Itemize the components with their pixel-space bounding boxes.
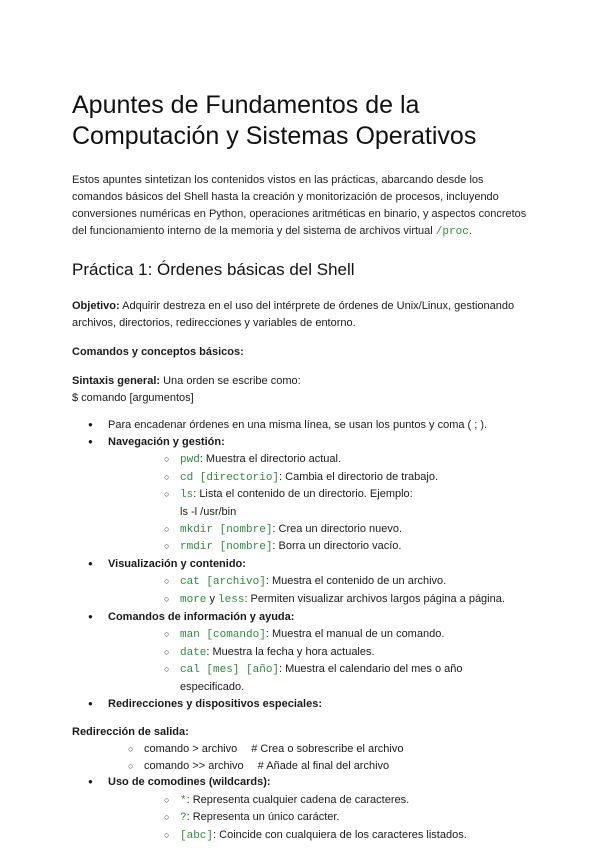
cmd-desc: : Borra un directorio vacío. xyxy=(272,540,402,553)
list-item xyxy=(72,741,528,758)
cmd-desc: : Crea un directorio nuevo. xyxy=(272,522,403,535)
redir-heading: Redirección de salida: xyxy=(72,726,189,739)
nav-sublist xyxy=(108,451,528,556)
redir-title: Redirecciones y dispositivos especiales: xyxy=(108,697,322,710)
cmd-cat: cat [archivo] xyxy=(180,576,266,589)
list-item-info xyxy=(72,609,528,696)
intro-code-proc: /proc xyxy=(435,226,469,238)
cmd-more: more xyxy=(180,593,207,606)
list-item xyxy=(108,809,528,827)
list-item xyxy=(108,486,528,520)
commands-list xyxy=(72,417,528,712)
redir-sublist xyxy=(72,741,528,774)
wildcard-desc: : Coincide con cualquiera de los caracteres listados. xyxy=(213,829,467,842)
list-item xyxy=(108,538,528,556)
cmd-rmdir: rmdir [nombre] xyxy=(180,541,273,554)
syntax-example: $ comando [argumentos] xyxy=(72,392,194,404)
cmd-pwd: pwd xyxy=(180,454,200,467)
commands-heading: Comandos y conceptos básicos: xyxy=(72,346,244,358)
wildcard-question: ? xyxy=(180,812,187,825)
wildcard-desc: : Representa un único carácter. xyxy=(186,811,340,824)
list-item xyxy=(108,661,528,695)
info-title: Comandos de información y ayuda: xyxy=(108,610,295,623)
cmd-desc: : Muestra el contenido de un archivo. xyxy=(265,575,447,588)
cmd-desc: : Muestra el manual de un comando. xyxy=(265,628,445,641)
intro-end: . xyxy=(468,225,472,237)
cmd-less: less xyxy=(218,593,245,606)
wildcard-desc: : Representa cualquier cadena de caracteres. xyxy=(186,793,410,806)
cmd-mid: y xyxy=(206,592,219,605)
info-sublist xyxy=(108,626,528,695)
list-item-navigation xyxy=(72,434,528,556)
list-item-redirections xyxy=(72,696,528,713)
list-item xyxy=(108,469,528,487)
list-item xyxy=(108,573,528,591)
section-title-practica-1: Práctica 1: Órdenes básicas del Shell xyxy=(72,260,355,279)
list-item xyxy=(108,591,528,609)
cmd-desc: : Muestra el calendario del mes o año especificado. xyxy=(180,663,463,693)
syntax-paragraph xyxy=(72,373,528,407)
list-item xyxy=(108,521,528,539)
objetivo-text: Adquirir destreza en el uso del intérprete de órdenes de Unix/Linux, gestionando archivos, directorios, redirecciones y variables de entorno. xyxy=(72,300,515,329)
cmd-ls: ls xyxy=(180,489,194,502)
syntax-label: Sintaxis general: xyxy=(72,375,161,387)
wildcard-brackets: [abc] xyxy=(180,830,214,843)
intro-paragraph xyxy=(72,172,528,241)
objetivo-paragraph xyxy=(72,298,528,332)
cmd-cal: cal [mes] [año] xyxy=(180,664,280,677)
wildcards-list xyxy=(72,774,528,844)
cmd-mkdir: mkdir [nombre] xyxy=(180,523,273,536)
list-item-visualization xyxy=(72,556,528,609)
cmd-desc: : Muestra el directorio actual. xyxy=(199,453,342,466)
redir-cmd: comando >> archivo xyxy=(144,759,244,772)
cmd-date: date xyxy=(180,646,207,659)
cmd-desc: : Muestra la fecha y hora actuales. xyxy=(206,645,375,658)
list-item-wildcards xyxy=(72,774,528,844)
cmd-desc: : Lista el contenido de un directorio. Ejemplo: xyxy=(193,488,413,501)
nav-title: Navegación y gestión: xyxy=(108,435,225,448)
cmd-desc: : Permiten visualizar archivos largos página a página. xyxy=(244,592,505,605)
wildcards-sublist xyxy=(108,792,528,845)
document-title: Apuntes de Fundamentos de la Computación y Sistemas Operativos xyxy=(72,91,477,150)
cmd-cd: cd [directorio] xyxy=(180,471,280,484)
list-item xyxy=(72,758,528,775)
list-item xyxy=(108,626,528,644)
concat-text: Para encadenar órdenes en una misma línea, se usan los puntos y coma ( ; ). xyxy=(108,419,488,431)
list-item xyxy=(108,792,528,810)
redir-comment: # Crea o sobrescribe el archivo xyxy=(251,743,404,756)
ls-example: ls -l /usr/bin xyxy=(180,505,237,518)
list-item xyxy=(108,644,528,662)
list-item xyxy=(108,827,528,845)
objetivo-label: Objetivo: xyxy=(72,300,120,312)
view-title: Visualización y contenido: xyxy=(108,557,246,570)
intro-text: Estos apuntes sintetizan los contenidos vistos en las prácticas, abarcando desde los comandos básicos del Shell hasta la creación y monitorización de procesos, incluyendo conversiones numéricas en Python, operaciones aritméticas en binario, y aspectos concretos del funcionamiento interno de la memoria y del sistema de archivos virtual xyxy=(72,174,527,237)
view-sublist xyxy=(108,573,528,608)
cmd-man: man [comando] xyxy=(180,629,266,642)
syntax-text: Una orden se escribe como: xyxy=(160,375,301,387)
redir-cmd: comando > archivo xyxy=(144,743,238,756)
wildcards-title: Uso de comodines (wildcards): xyxy=(108,776,271,789)
list-item-concat xyxy=(72,417,528,434)
list-item xyxy=(108,451,528,469)
redir-comment: # Añade al final del archivo xyxy=(257,759,390,772)
wildcard-star: * xyxy=(180,794,187,807)
cmd-desc: : Cambia el directorio de trabajo. xyxy=(279,470,438,483)
